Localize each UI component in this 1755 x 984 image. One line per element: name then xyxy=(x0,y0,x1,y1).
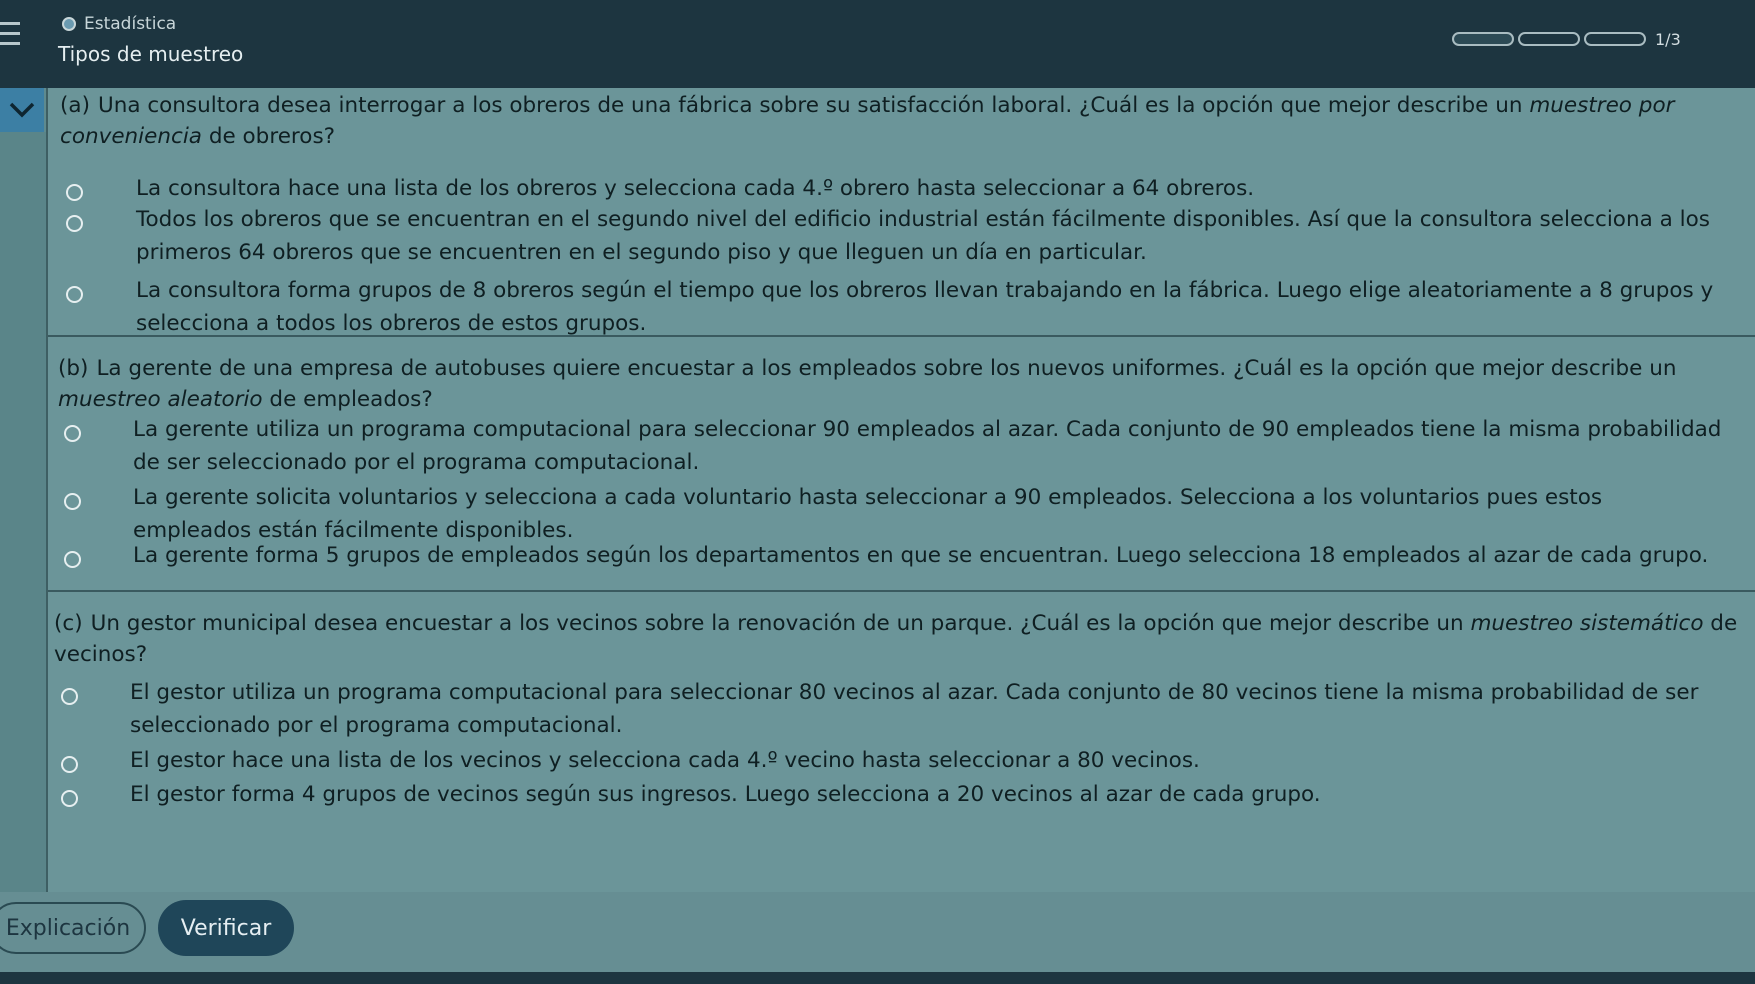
progress-segment xyxy=(1584,32,1646,46)
prompt-emphasis: muestreo aleatorio xyxy=(58,387,263,412)
option-line: primeros 64 obreros que se encuentren en el segundo piso y que lleguen un día en particular. xyxy=(136,240,1147,265)
question-c xyxy=(48,592,1755,892)
option-text xyxy=(136,203,1710,269)
prompt-text-end: de vecinos? xyxy=(54,611,1738,667)
question-label: (b) xyxy=(58,356,89,381)
option-line: La gerente utiliza un programa computacional para seleccionar 90 empleados al azar. Cada conjunto de 90 empleados tiene la misma probabilidad xyxy=(133,417,1722,442)
radio-option-a3[interactable] xyxy=(66,286,83,303)
question-b xyxy=(48,337,1755,592)
radio-option-c2[interactable] xyxy=(61,756,78,773)
menu-icon[interactable] xyxy=(0,22,20,48)
option-line: El gestor forma 4 grupos de vecinos según sus ingresos. Luego selecciona a 20 vecinos al azar de cada grupo. xyxy=(130,782,1321,807)
bottom-bar xyxy=(0,892,1755,984)
prompt-text: La gerente de una empresa de autobuses quiere encuestar a los empleados sobre los nuevos uniformes. ¿Cuál es la opción que mejor describe un xyxy=(96,356,1677,381)
radio-option-b3[interactable] xyxy=(64,551,81,568)
prompt-text: Un gestor municipal desea encuestar a los vecinos sobre la renovación de un parque. ¿Cuál es la opción que mejor describe un xyxy=(90,611,1471,636)
option-text xyxy=(130,676,1698,742)
verify-button[interactable]: Verificar xyxy=(158,900,294,956)
radio-option-c1[interactable] xyxy=(61,688,78,705)
radio-option-a2[interactable] xyxy=(66,215,83,232)
question-prompt xyxy=(58,353,1748,415)
option-line: La consultora forma grupos de 8 obreros según el tiempo que los obreros llevan trabajando en la fábrica. Luego elige aleatoriamente a 8 grupos y xyxy=(136,278,1714,303)
option-line: Todos los obreros que se encuentran en el segundo nivel del edificio industrial están fácilmente disponibles. Así que la consultora selecciona a los xyxy=(136,207,1710,232)
option-line: El gestor utiliza un programa computacional para seleccionar 80 vecinos al azar. Cada conjunto de 80 vecinos tiene la misma probabilidad de ser xyxy=(130,680,1699,705)
subject-label: Estadística xyxy=(84,14,177,34)
progress-segment xyxy=(1452,32,1514,46)
option-text xyxy=(130,744,1200,777)
radio-option-b1[interactable] xyxy=(64,425,81,442)
explanation-button[interactable]: Explicación xyxy=(0,902,146,954)
option-line: seleccionado por el programa computacional. xyxy=(130,713,623,738)
option-text xyxy=(133,413,1721,479)
question-panel xyxy=(46,88,1755,892)
option-line: de ser seleccionado por el programa computacional. xyxy=(133,450,700,475)
progress-label: 1/3 xyxy=(1655,30,1681,49)
radio-option-b2[interactable] xyxy=(64,493,81,510)
option-text xyxy=(136,172,1254,205)
question-label: (c) xyxy=(54,611,83,636)
prompt-text-end: de empleados? xyxy=(262,387,433,412)
collapse-chevron-icon[interactable] xyxy=(0,88,44,132)
option-text xyxy=(133,539,1708,572)
prompt-emphasis: muestreo por conveniencia xyxy=(60,93,1675,149)
radio-option-a1[interactable] xyxy=(66,184,83,201)
top-bar xyxy=(0,0,1755,88)
option-line: La gerente forma 5 grupos de empleados según los departamentos en que se encuentran. Luego selecciona 18 empleados al azar de cada grupo. xyxy=(133,543,1709,568)
option-text xyxy=(136,274,1713,340)
option-line: La consultora hace una lista de los obreros y selecciona cada 4.º obrero hasta seleccionar a 64 obreros. xyxy=(136,176,1255,201)
radio-option-c3[interactable] xyxy=(61,790,78,807)
prompt-text-end: de obreros? xyxy=(201,124,336,149)
subject-header xyxy=(62,14,176,34)
progress-segment xyxy=(1518,32,1580,46)
topic-title: Tipos de muestreo xyxy=(58,42,244,66)
question-prompt xyxy=(60,90,1750,152)
prompt-emphasis: muestreo sistemático xyxy=(1470,611,1704,636)
subject-status-icon xyxy=(62,17,76,31)
question-a xyxy=(48,88,1755,337)
option-line: El gestor hace una lista de los vecinos y selecciona cada 4.º vecino hasta seleccionar a 80 vecinos. xyxy=(130,748,1200,773)
prompt-text: Una consultora desea interrogar a los obreros de una fábrica sobre su satisfacción laboral. ¿Cuál es la opción que mejor describe un xyxy=(97,93,1530,118)
left-rail xyxy=(0,132,46,892)
progress-bar xyxy=(1452,32,1646,46)
option-line: La gerente solicita voluntarios y selecciona a cada voluntario hasta seleccionar a 90 empleados. Selecciona a los voluntarios pues estos xyxy=(133,485,1603,510)
option-text xyxy=(130,778,1321,811)
option-line: selecciona a todos los obreros de estos grupos. xyxy=(136,311,647,336)
option-line: empleados están fácilmente disponibles. xyxy=(133,518,574,543)
option-text xyxy=(133,481,1602,547)
question-prompt xyxy=(54,608,1754,670)
question-label: (a) xyxy=(60,93,90,118)
bottom-strip xyxy=(0,972,1755,984)
